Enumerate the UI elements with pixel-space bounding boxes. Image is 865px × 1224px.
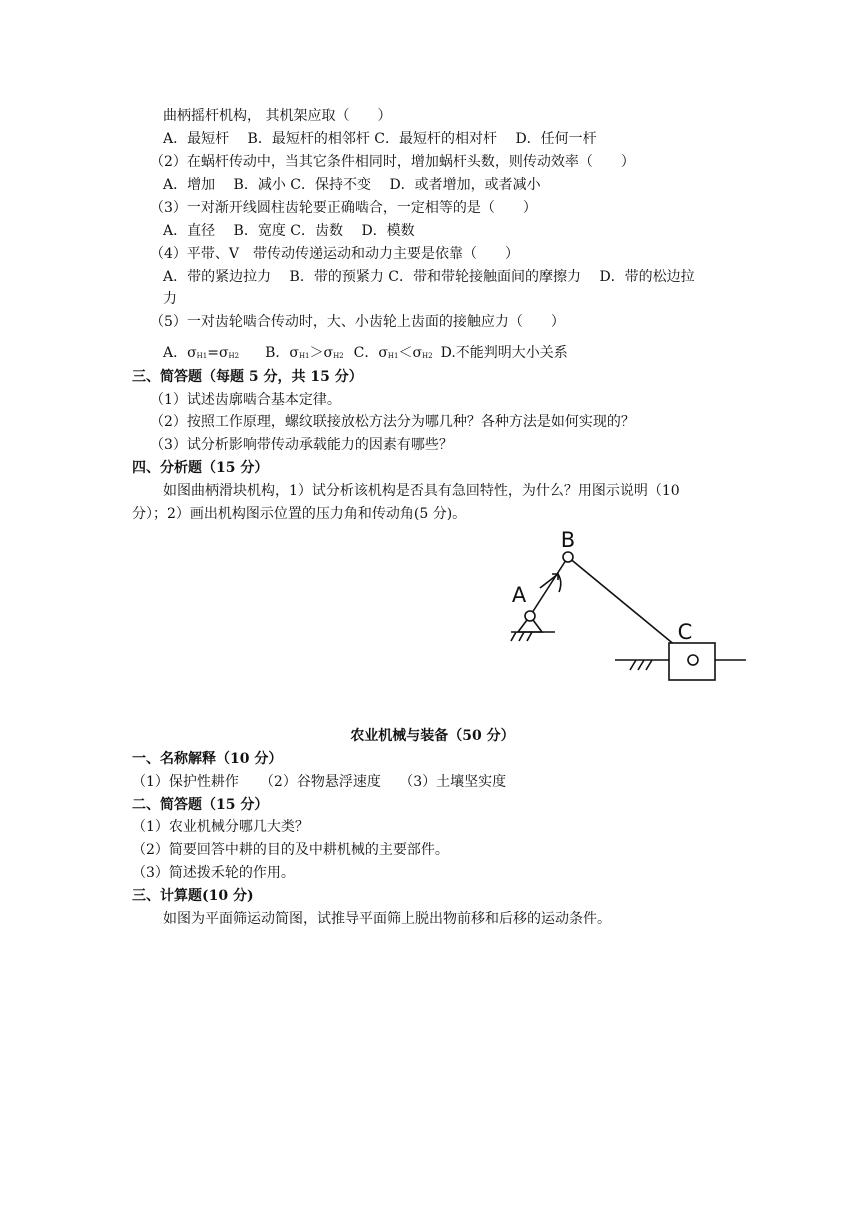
p2-sec2-item-1: （1）农业机械分哪几大类？ — [132, 819, 309, 835]
ground-hatch-c1 — [630, 660, 636, 670]
sec4-text-line-2: 分）；2）画出机构图示位置的压力角和传动角(5 分)。 — [132, 506, 467, 522]
label-b: B — [560, 528, 576, 552]
joint-b — [563, 552, 573, 562]
label-c: C — [677, 620, 693, 644]
slider-crank-diagram — [500, 520, 760, 690]
q1-stem-continued: 曲柄摇杆机构， 其机架应取（ ） — [163, 108, 392, 124]
part-2-title: 农业机械与装备（50 分） — [350, 728, 515, 744]
ground-hatch-a2 — [519, 632, 524, 641]
q4-stem: （4）平带、V 带传动传递运动和动力主要是依靠（ ） — [150, 246, 520, 262]
q4-options: A．带的紧边拉力 B．带的预紧力 C．带和带轮接触面间的摩擦力 D．带的松边拉 — [163, 269, 695, 285]
sec3-item-3: （3）试分析影响带传动承载能力的因素有哪些？ — [150, 437, 453, 453]
p2-section-2-title: 二、简答题（15 分） — [132, 797, 269, 813]
q5-option-b: B．σH1＞σH2 — [265, 345, 344, 361]
section-3-title: 三、简答题（每题 5 分，共 15 分） — [132, 369, 363, 385]
p2-section-1-title: 一、名称解释（10 分） — [132, 751, 283, 767]
p2-sec3-text: 如图为平面筛运动简图，试推导平面筛上脱出物前移和后移的运动条件。 — [163, 911, 611, 927]
ground-hatch-a1 — [511, 632, 516, 641]
q5-option-c: C．σH1＜σH2 — [353, 345, 433, 361]
q1-options: A．最短杆 B．最短杆的相邻杆 C．最短杆的相对杆 D．任何一杆 — [163, 131, 597, 147]
q2-options: A．增加 B．减小 C．保持不变 D．或者增加，或者减小 — [163, 177, 541, 193]
q5-options — [163, 344, 568, 365]
q4-options-wrap: 力 — [163, 291, 177, 307]
q5-stem: （5）一对齿轮啮合传动时，大、小齿轮上齿面的接触应力（ ） — [150, 314, 565, 330]
p2-section-3-title: 三、计算题(10 分) — [132, 888, 254, 904]
section-4-title: 四、分析题（15 分） — [132, 460, 269, 476]
ground-hatch-a3 — [527, 632, 532, 641]
p2-sec2-item-2: （2）简要回答中耕的目的及中耕机械的主要部件。 — [132, 842, 449, 858]
ground-hatch-c3 — [646, 660, 652, 670]
q2-stem: （2）在蜗杆传动中，当其它条件相同时，增加蜗杆头数，则传动效率（ ） — [150, 154, 635, 170]
label-a: A — [511, 583, 527, 607]
crank-ab — [530, 557, 568, 616]
joint-a — [525, 611, 535, 621]
p2-sec1-items: （1）保护性耕作 （2）谷物悬浮速度 （3）土壤坚实度 — [132, 774, 507, 790]
sec3-item-2: （2）按照工作原理，螺纹联接放松方法分为哪几种？各种方法是如何实现的？ — [150, 414, 635, 430]
q3-options: A．直径 B．宽度 C．齿数 D．模数 — [163, 223, 415, 239]
q5-option-d: D.不能判明大小关系 — [440, 345, 568, 361]
sec4-text-line-1: 如图曲柄滑块机构，1）试分析该机构是否具有急回特性，为什么？用图示说明（10 — [163, 483, 680, 499]
p2-sec2-item-3: （3）简述拨禾轮的作用。 — [132, 865, 295, 881]
sec3-item-1: （1）试述齿廓啮合基本定律。 — [150, 392, 341, 408]
q5-option-a: A．σH1=σH2 — [163, 345, 240, 361]
q3-stem: （3）一对渐开线圆柱齿轮要正确啮合，一定相等的是（ ） — [150, 200, 537, 216]
ground-hatch-c2 — [638, 660, 644, 670]
joint-c — [688, 655, 698, 665]
